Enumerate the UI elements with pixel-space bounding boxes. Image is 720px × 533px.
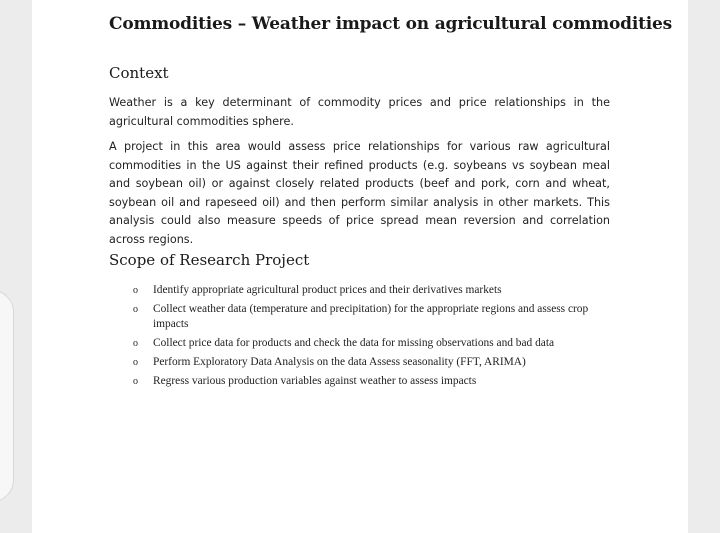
context-paragraph-2: A project in this area would assess price relationships for various raw agricultural commodities in the US against their refined products (e.g. soybeans vs soybean meal and soybean oil) or against closely related products (beef and pork, corn and wheat, soybean oil and rapeseed oil) and then perform similar analysis in other markets. This analysis could also measure speeds of price spread mean reversion and correlation across regions. <box>109 140 610 246</box>
scope-heading: Scope of Research Project <box>109 251 310 269</box>
bullet-circle-icon: o <box>133 304 138 315</box>
list-item <box>131 302 621 332</box>
scope-item-text: Regress various production variables against weather to assess impacts <box>153 375 477 387</box>
scope-item-text: Collect weather data (temperature and precipitation) for the appropriate regions and assess crop impacts <box>153 303 589 330</box>
scope-list <box>131 283 621 393</box>
document-page <box>32 0 688 533</box>
bullet-circle-icon: o <box>133 376 138 387</box>
scope-item-text: Collect price data for products and check the data for missing observations and bad data <box>153 337 555 349</box>
document-title: Commodities – Weather impact on agricultural commodities <box>109 14 672 34</box>
list-item <box>131 374 621 389</box>
list-item <box>131 336 621 351</box>
bullet-circle-icon: o <box>133 285 138 296</box>
list-item <box>131 355 621 370</box>
scope-item-text: Identify appropriate agricultural product prices and their derivatives markets <box>153 284 502 296</box>
side-panel-edge <box>0 290 14 502</box>
bullet-circle-icon: o <box>133 357 138 368</box>
list-item <box>131 283 621 298</box>
context-paragraph-1: Weather is a key determinant of commodity prices and price relationships in the agricultural commodities sphere. <box>109 96 610 128</box>
context-heading: Context <box>109 64 169 82</box>
bullet-circle-icon: o <box>133 338 138 349</box>
scope-item-text: Perform Exploratory Data Analysis on the data Assess seasonality (FFT, ARIMA) <box>153 356 526 368</box>
